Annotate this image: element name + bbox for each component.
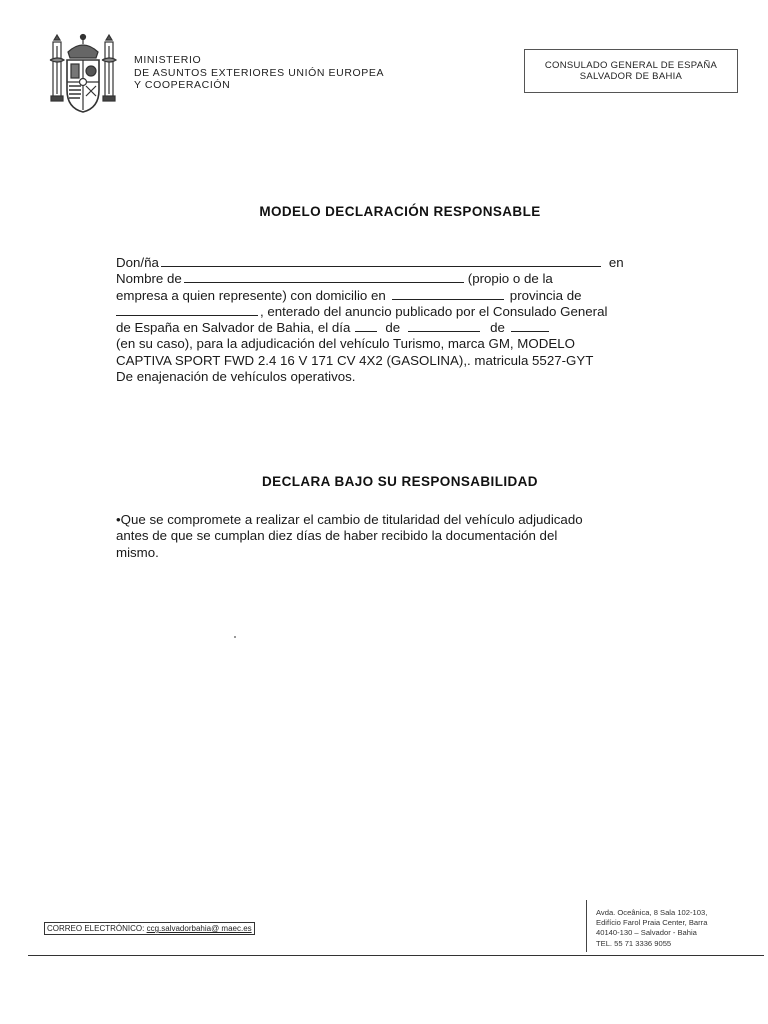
email-link[interactable]: ccg.salvadorbahia@ maec.es bbox=[146, 924, 252, 933]
ministry-line: MINISTERIO bbox=[134, 54, 202, 66]
consulate-line: SALVADOR DE BAHIA bbox=[579, 71, 683, 82]
email-box bbox=[44, 922, 255, 935]
address-line: Avda. Oceânica, 8 Sala 102-103, bbox=[596, 908, 708, 917]
footer-divider-horizontal bbox=[28, 955, 764, 956]
declaration-title: DECLARA BAJO SU RESPONSABILIDAD bbox=[262, 474, 538, 489]
form-line-name bbox=[116, 255, 690, 271]
company-blank bbox=[184, 271, 464, 283]
form-line-date bbox=[116, 320, 690, 336]
form-line-model: CAPTIVA SPORT FWD 2.4 16 V 171 CV 4X2 (GASOLINA),. matricula 5527-GYT bbox=[116, 352, 594, 368]
consulate-address bbox=[596, 908, 707, 949]
address-line: 40140-130 – Salvador - Bahia bbox=[596, 928, 697, 938]
ministry-line: DE ASUNTOS EXTERIORES UNIÓN EUROPEA bbox=[134, 66, 385, 79]
coat-of-arms-icon bbox=[48, 30, 118, 118]
declaration-form bbox=[116, 255, 690, 385]
province-blank bbox=[116, 304, 258, 316]
nombre-label: Nombre de bbox=[116, 271, 182, 287]
email-label: CORREO ELECTRÓNICO: bbox=[47, 924, 145, 933]
declaration-line: antes de que se cumplan diez días de haber recibido la documentación del bbox=[116, 528, 558, 544]
declaration-line: mismo. bbox=[116, 544, 159, 560]
document-title: MODELO DECLARACIÓN RESPONSABLE bbox=[259, 204, 541, 219]
year-blank bbox=[511, 320, 549, 332]
form-line-province bbox=[116, 304, 690, 320]
de-label-1: de bbox=[385, 320, 401, 336]
en-label: en bbox=[608, 255, 624, 270]
scan-speck bbox=[234, 636, 236, 638]
footer-divider-vertical bbox=[586, 900, 587, 952]
ministry-name bbox=[134, 54, 384, 92]
ministry-line: Y COOPERACIÓN bbox=[134, 79, 231, 91]
domicilio-label: empresa a quien represente) con domicilio en bbox=[116, 287, 386, 303]
address-line: TEL. 55 71 3336 9055 bbox=[596, 938, 672, 948]
name-blank bbox=[161, 255, 601, 267]
day-blank bbox=[355, 320, 377, 332]
enterado-label: , enterado del anuncio publicado por el Consulado General bbox=[260, 303, 608, 319]
form-line-disposal: De enajenación de vehículos operativos. bbox=[116, 369, 356, 385]
form-line-company bbox=[116, 271, 690, 287]
month-blank bbox=[408, 320, 480, 332]
address-blank bbox=[392, 288, 504, 300]
consulate-line: CONSULADO GENERAL DE ESPAÑA bbox=[544, 60, 718, 71]
fecha-label: de España en Salvador de Bahia, el día bbox=[116, 320, 351, 336]
form-line-address bbox=[116, 288, 690, 304]
de-label-2: de bbox=[490, 320, 505, 336]
provincia-label: provincia de bbox=[509, 287, 582, 303]
address-line: Edifício Farol Praia Center, Barra bbox=[596, 918, 708, 928]
don-label: Don/ña bbox=[116, 255, 159, 270]
consulate-box bbox=[524, 49, 738, 93]
declaration-line: •Que se compromete a realizar el cambio de titularidad del vehículo adjudicado bbox=[116, 512, 583, 527]
declaration-text bbox=[116, 512, 690, 561]
propio-label: (propio o de la bbox=[467, 271, 553, 287]
form-line-vehicle: (en su caso), para la adjudicación del vehículo Turismo, marca GM, MODELO bbox=[116, 336, 575, 352]
